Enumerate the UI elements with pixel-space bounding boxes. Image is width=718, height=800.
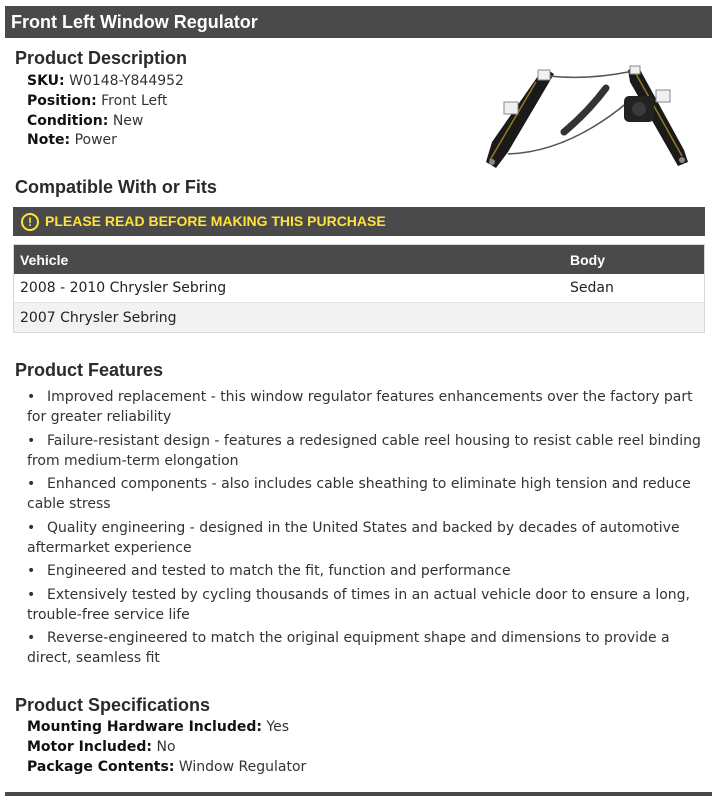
- vehicle-cell: 2007 Chrysler Sebring: [20, 309, 177, 326]
- table-row: [14, 303, 704, 332]
- feature-text: Quality engineering - designed in the United States and backed by decades of automotive aftermarket experience: [27, 519, 680, 556]
- position-value: Front Left: [101, 93, 168, 109]
- window-regulator-image: [478, 62, 698, 174]
- sku-value: W0148-Y844952: [69, 73, 184, 89]
- bullet-icon: •: [27, 563, 36, 579]
- condition-label: Condition:: [27, 113, 109, 129]
- condition-value: New: [112, 113, 144, 129]
- warning-icon: !: [21, 213, 39, 231]
- description-heading: Product Description: [15, 48, 188, 68]
- body-cell: Sedan: [570, 280, 614, 296]
- feature-text: Reverse-engineered to match the original equipment shape and dimensions to provide a direct, seamless fit: [27, 630, 670, 666]
- bullet-icon: •: [27, 432, 36, 449]
- position-row: [27, 93, 167, 109]
- package-contents-value: Window Regulator: [178, 759, 307, 775]
- mounting-hardware-label: Mounting Hardware Included:: [27, 719, 262, 735]
- notice-text: PLEASE READ BEFORE MAKING THIS PURCHASE: [45, 213, 386, 229]
- feature-text: Failure-resistant design - features a redesigned cable reel housing to resist cable reel binding from medium-term elongation: [27, 432, 701, 469]
- bullet-icon: •: [27, 476, 36, 492]
- features-list: [27, 387, 711, 672]
- motor-label: Motor Included:: [27, 739, 153, 755]
- list-item: [27, 628, 711, 668]
- bottom-divider: [5, 792, 712, 796]
- list-item: [27, 561, 711, 581]
- table-row: [14, 274, 704, 303]
- package-contents-row: [27, 759, 306, 775]
- list-item: [27, 387, 711, 427]
- note-value: Power: [74, 132, 117, 148]
- specs-heading: Product Specifications: [15, 695, 211, 715]
- bullet-icon: •: [27, 389, 36, 405]
- column-header-body: Body: [570, 251, 605, 268]
- compat-heading: Compatible With or Fits: [15, 177, 217, 197]
- list-item: [27, 585, 711, 625]
- purchase-notice: [13, 207, 705, 236]
- note-row: [27, 132, 117, 148]
- motor-row: [27, 739, 176, 755]
- list-item: [27, 431, 711, 471]
- condition-row: [27, 113, 143, 129]
- bullet-icon: •: [27, 586, 36, 603]
- list-item: [27, 474, 711, 514]
- page-title: Front Left Window Regulator: [5, 6, 712, 38]
- feature-text: Extensively tested by cycling thousands of times in an actual vehicle door to ensure a long, trouble-free service life: [27, 586, 691, 623]
- mounting-hardware-row: [27, 719, 289, 735]
- note-label: Note:: [27, 132, 71, 148]
- bullet-icon: •: [27, 519, 36, 536]
- package-contents-label: Package Contents:: [27, 759, 175, 775]
- list-item: [27, 518, 711, 558]
- features-heading: Product Features: [15, 360, 164, 380]
- column-header-vehicle: Vehicle: [20, 251, 69, 268]
- sku-row: [27, 73, 184, 89]
- vehicle-table: [13, 244, 705, 333]
- feature-text: Engineered and tested to match the fit, function and performance: [47, 563, 511, 579]
- table-header: [14, 245, 704, 274]
- feature-text: Improved replacement - this window regulator features enhancements over the factory part for greater reliability: [27, 389, 693, 425]
- sku-label: SKU:: [27, 73, 65, 89]
- vehicle-cell: 2008 - 2010 Chrysler Sebring: [20, 280, 227, 296]
- feature-text: Enhanced components - also includes cable sheathing to eliminate high tension and reduce cable stress: [27, 476, 691, 512]
- motor-value: No: [156, 739, 176, 755]
- position-label: Position:: [27, 93, 97, 109]
- bullet-icon: •: [27, 630, 36, 646]
- mounting-hardware-value: Yes: [266, 719, 290, 735]
